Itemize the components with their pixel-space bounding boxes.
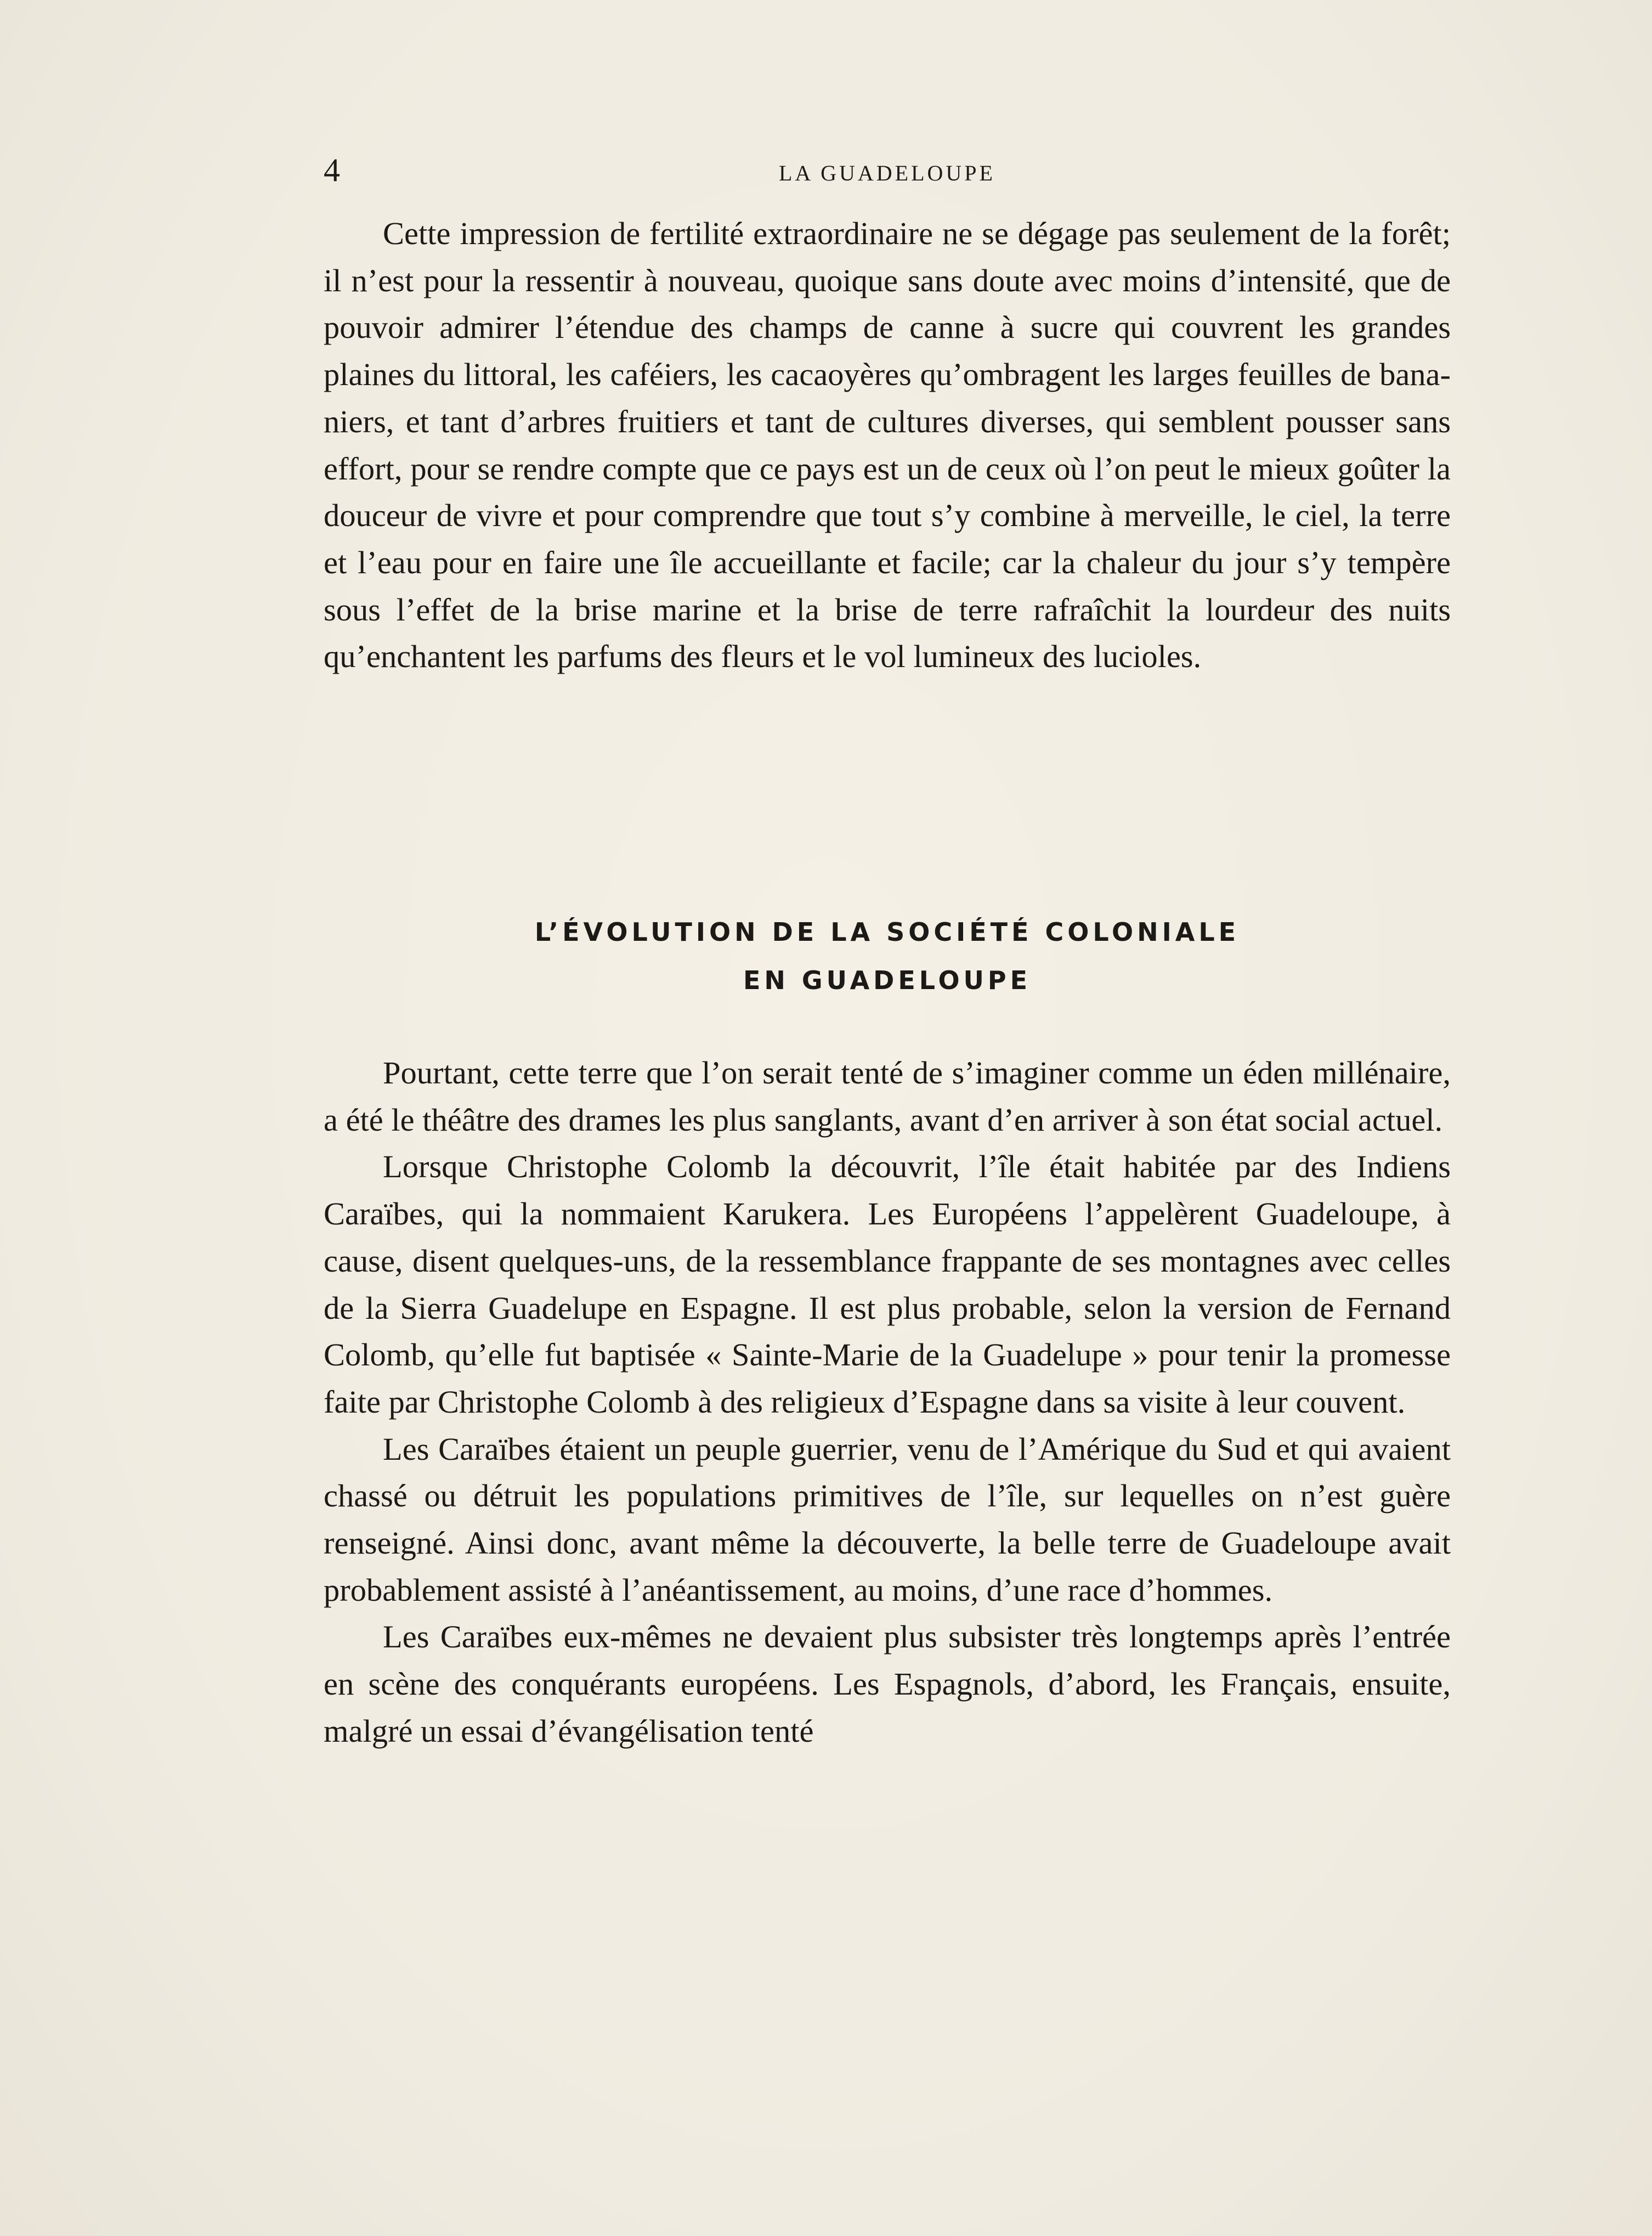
section-heading-line-1: L’ÉVOLUTION DE LA SOCIÉTÉ COLONIALE — [534, 917, 1240, 947]
opening-text-block — [324, 210, 1451, 680]
paragraph-conquerants: Les Caraïbes eux-mêmes ne devaient plus subsister très longtemps après l’entrée en scène des conquérants européens. Les Espagnols, d’abord, les Français, ensuite, malgré un essai d’évangélisation tenté — [324, 1619, 1451, 1749]
paragraph-fertility: Cette impression de fertilité extraordinaire ne se dégage pas seulement de la forêt; il n’est pour la ressentir à nouveau, quoique sans doute avec moins d’intensité, que de pouvoir admirer l’étendue des champs de canne à sucre qui couvrent les grandes plaines du littoral, les caféiers, les cacaoyères qu’ombragent les larges feuilles de bananiers, et tant d’arbres fruitiers et tant de cultures diverses, qui semblent pousser sans effort, pour se rendre compte que ce pays est un de ceux où l’on peut le mieux goûter la douceur de vivre et pour comprendre que tout s’y combine à merveille, le ciel, la terre et l’eau pour en faire une île accueillante et facile; car la chaleur du jour s’y tempère sous l’effet de la brise marine et la brise de terre rafraîchit la lourdeur des nuits qu’enchantent les parfums des fleurs et le vol lumineux des lucioles. — [324, 216, 1451, 675]
running-header — [324, 148, 1451, 192]
page-number: 4 — [324, 152, 340, 188]
paragraph-caraibes: Les Caraïbes étaient un peuple guerrier, venu de l’Amérique du Sud et qui avaient chassé ou détruit les populations primitives de l’île, sur lequelles on n’est guère renseigné. Ainsi donc, avant même la découverte, la belle terre de Guadeloupe avait probablement assisté à l’anéantissement, au moins, d’une race d’hommes. — [324, 1431, 1451, 1608]
running-title: LA GUADELOUPE — [779, 161, 995, 185]
section-heading-line-2: EN GUADELOUPE — [743, 965, 1032, 995]
paragraph-pourtant: Pourtant, cette terre que l’on serait tenté de s’imaginer comme un éden millénaire, a été le théâtre des drames les plus sanglants, avant d’en arriver à son état social actuel. — [324, 1055, 1451, 1138]
section-text-block — [324, 1049, 1451, 1755]
paragraph-colomb: Lorsque Christophe Colomb la découvrit, l’île était habitée par des Indiens Caraïbes, qui la nommaient Karukera. Les Européens l’appelèrent Guadeloupe, à cause, disent quelques-uns, de la ressemblance frappante de ses montagnes avec celles de la Sierra Guadelupe en Espagne. Il est plus probable, selon la version de Fernand Colomb, qu’elle fut baptisée « Sainte-Marie de la Guadelupe » pour tenir la promesse faite par Christophe Colomb à des religieux d’Espagne dans sa visite à leur couvent. — [324, 1149, 1451, 1420]
section-heading — [324, 908, 1451, 1004]
